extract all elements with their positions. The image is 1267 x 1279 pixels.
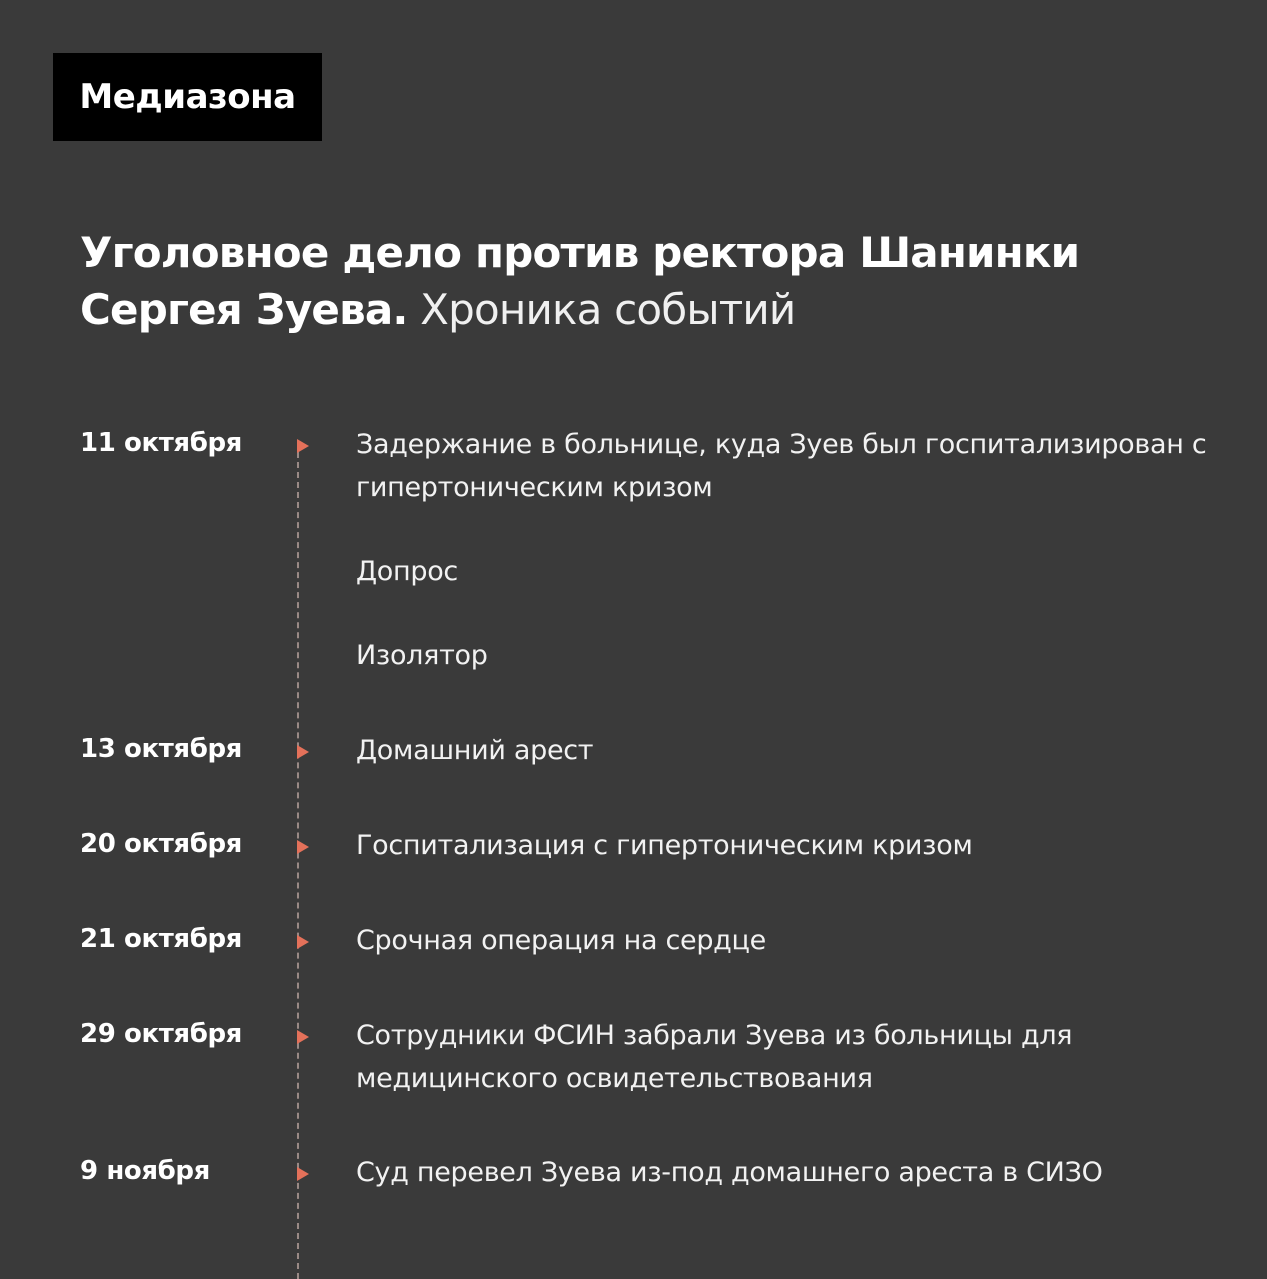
timeline-event: Сотрудники ФСИН забрали Зуева из больницы для медицинского освидетельствования [356, 1020, 1073, 1094]
timeline-marker-icon [297, 1030, 309, 1044]
logo-text: Медиазона [79, 77, 296, 117]
page-title-light: Хроника событий [420, 285, 796, 334]
timeline-marker-icon [297, 439, 309, 453]
timeline-marker-icon [297, 840, 309, 854]
timeline-date: 29 октября [80, 1019, 242, 1049]
timeline-event: Допрос [356, 556, 458, 587]
timeline-date: 11 октября [80, 428, 242, 458]
timeline-event: Суд перевел Зуева из-под домашнего ареста в СИЗО [356, 1157, 1103, 1188]
timeline-marker-icon [297, 745, 309, 759]
logo [53, 53, 322, 141]
timeline-marker-icon [297, 1167, 309, 1181]
timeline-event: Изолятор [356, 640, 488, 671]
timeline-event: Срочная операция на сердце [356, 925, 766, 956]
timeline-event: Домашний арест [356, 735, 594, 766]
timeline-event: Госпитализация с гипертоническим кризом [356, 830, 973, 861]
timeline-event: Задержание в больнице, куда Зуев был госпитализирован с гипертоническим кризом [356, 429, 1207, 503]
timeline-marker-icon [297, 935, 309, 949]
page-title-bold: Уголовное дело против ректора Шанинки Сергея Зуева. [80, 228, 1080, 334]
page-title [80, 224, 1200, 338]
timeline-date: 20 октября [80, 829, 242, 859]
timeline-line [297, 452, 299, 1279]
timeline-date: 13 октября [80, 734, 242, 764]
timeline-date: 9 ноября [80, 1156, 210, 1186]
timeline-date: 21 октября [80, 924, 242, 954]
